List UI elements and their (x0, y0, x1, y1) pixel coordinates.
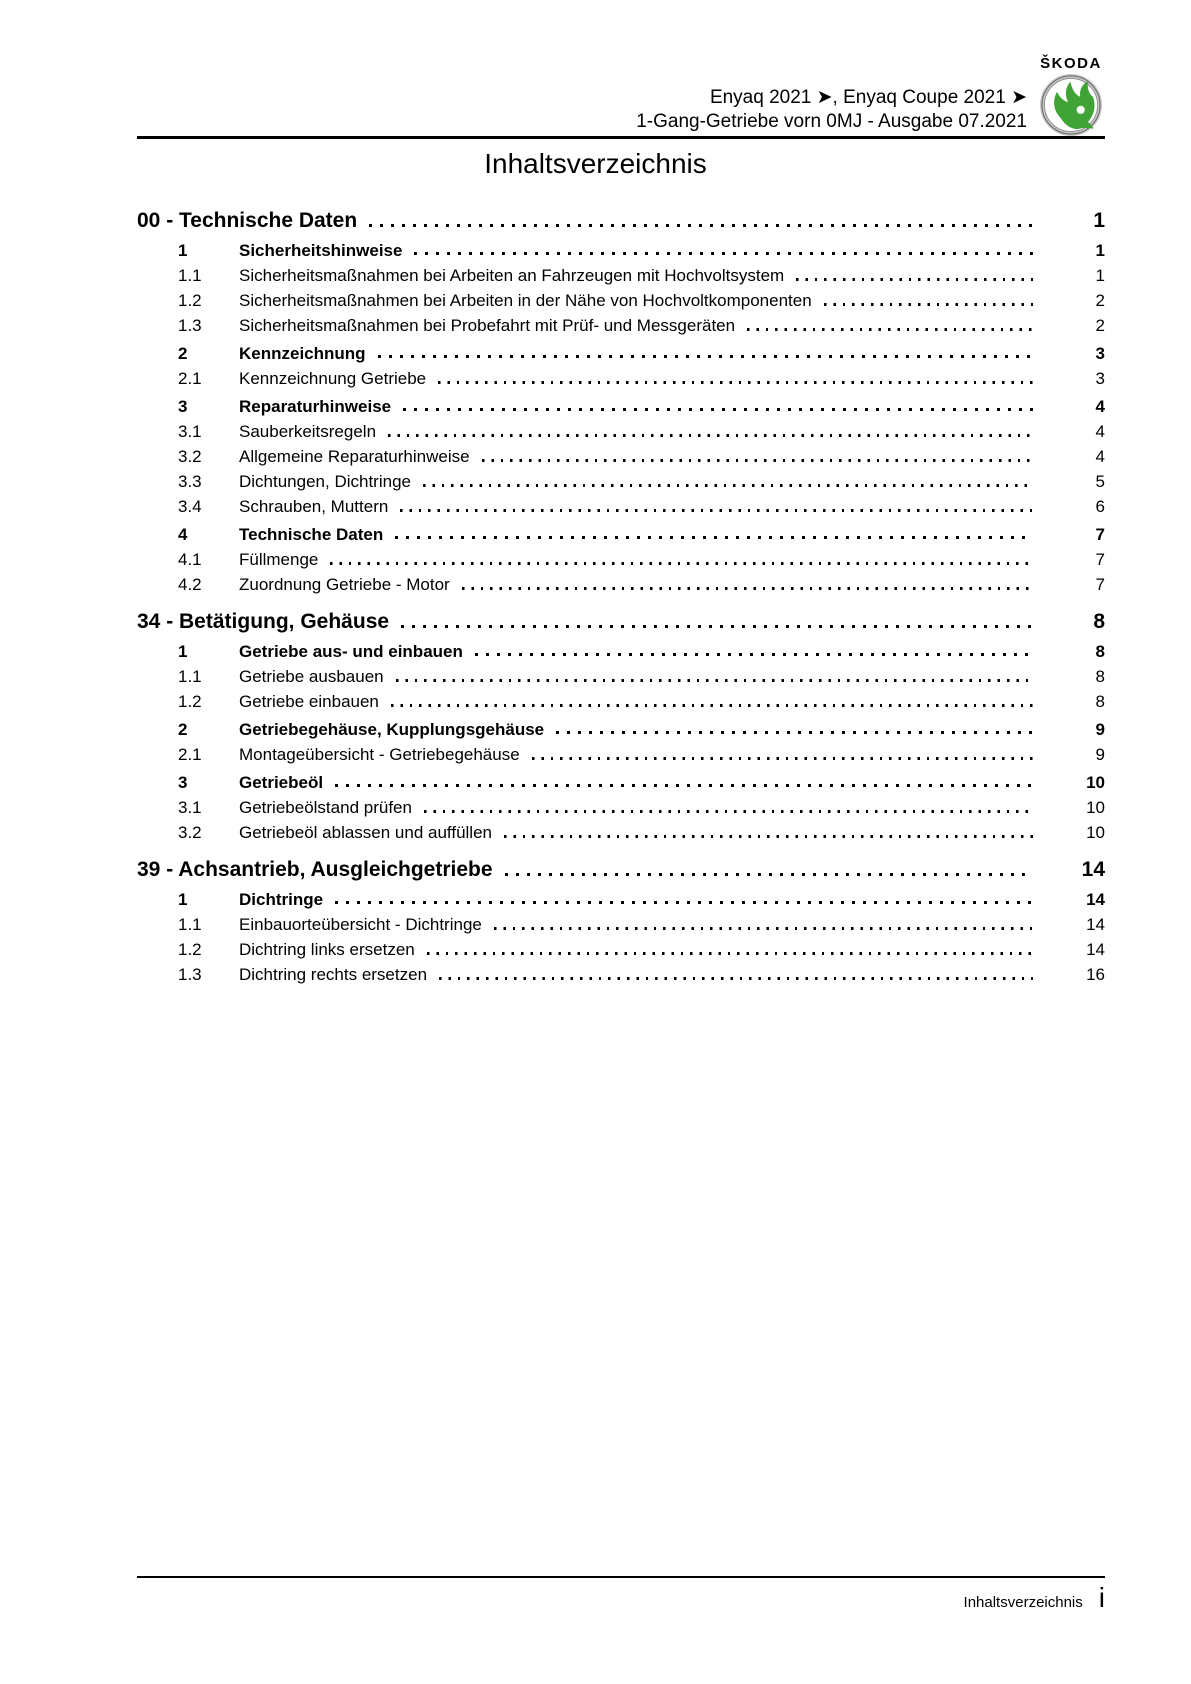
toc-entry-title: Dichtring links ersetzen (239, 940, 415, 959)
dotted-leader (504, 835, 1033, 838)
toc-page-number: 7 (1095, 550, 1105, 569)
toc-entry-title: Getriebe ausbauen (239, 667, 384, 686)
toc-entry-row (137, 526, 1105, 543)
toc-entry-title: Sicherheitsmaßnahmen bei Arbeiten in der Nähe von Hochvoltkomponenten (239, 291, 812, 310)
toc-entry-row (137, 242, 1105, 259)
dotted-leader (424, 810, 1033, 813)
toc-chapter-label: 34 - Betätigung, Gehäuse (137, 610, 390, 633)
toc-entry-number: 1.2 (178, 291, 202, 310)
dotted-leader (475, 653, 1033, 656)
toc-entry-row (137, 398, 1105, 415)
dotted-leader (369, 224, 1033, 227)
toc-page-number: 8 (1093, 610, 1105, 633)
toc-page-number: 5 (1095, 472, 1105, 491)
toc-entry-row (137, 576, 1105, 593)
toc-entry-row (137, 799, 1105, 816)
toc-page-number: 14 (1086, 940, 1105, 959)
toc-entry-number: 3.1 (178, 422, 202, 441)
toc-entry-number: 3.1 (178, 798, 202, 817)
footer-page-number: i (1098, 1582, 1105, 1613)
toc-chapter-row (137, 611, 1105, 632)
toc-entry-title: Dichtringe (239, 890, 324, 909)
toc-entry-title: Getriebe einbauen (239, 692, 379, 711)
toc-entry-number: 1.2 (178, 692, 202, 711)
toc-entry-title: Einbauorteübersicht - Dichtringe (239, 915, 482, 934)
toc-page-number: 3 (1095, 344, 1105, 363)
toc-entry-number: 3 (178, 397, 188, 416)
skoda-winged-arrow-icon (1040, 74, 1102, 136)
toc-entry-row (137, 643, 1105, 660)
toc-entry-number: 1 (178, 241, 188, 260)
toc-chapter-row (137, 859, 1105, 880)
toc-entry-title: Kennzeichnung (239, 344, 366, 363)
dotted-leader (427, 952, 1033, 955)
toc-entry-title: Montageübersicht - Getriebegehäuse (239, 745, 520, 764)
dotted-leader (396, 679, 1033, 682)
dotted-leader (335, 784, 1033, 787)
toc-entry-title: Schrauben, Muttern (239, 497, 389, 516)
toc-entry-title: Zuordnung Getriebe - Motor (239, 575, 450, 594)
toc-chapter-row (137, 210, 1105, 231)
toc-page-number: 1 (1095, 266, 1105, 285)
toc-chapter-label: 00 - Technische Daten (137, 209, 358, 232)
toc-page-number: 2 (1095, 316, 1105, 335)
toc-page-number: 8 (1095, 692, 1105, 711)
toc-entry-row (137, 473, 1105, 490)
dotted-leader (401, 625, 1033, 628)
toc-entry-title: Kennzeichnung Getriebe (239, 369, 427, 388)
footer-section-label: Inhaltsverzeichnis (963, 1594, 1083, 1611)
toc-entry-row (137, 721, 1105, 738)
toc-entry-row (137, 668, 1105, 685)
toc-entry-row (137, 824, 1105, 841)
toc-entry-row (137, 891, 1105, 908)
skoda-logo (1037, 55, 1105, 136)
toc-chapter-label: 39 - Achsantrieb, Ausgleichgetriebe (137, 858, 493, 881)
toc-entry-number: 3.3 (178, 472, 202, 491)
toc-entry-title: Getriebe aus- und einbauen (239, 642, 463, 661)
dotted-leader (505, 873, 1033, 876)
toc-entry-number: 1 (178, 642, 188, 661)
toc-entry-title: Sicherheitsmaßnahmen bei Arbeiten an Fahrzeugen mit Hochvoltsystem (239, 266, 785, 285)
toc-entry-number: 1.1 (178, 266, 202, 285)
toc-page-number: 6 (1095, 497, 1105, 516)
dotted-leader (388, 434, 1033, 437)
toc-page-number: 4 (1095, 397, 1105, 416)
dotted-leader (532, 757, 1033, 760)
toc-entry-title: Sicherheitshinweise (239, 241, 403, 260)
footer-rule (137, 1576, 1105, 1578)
toc-entry-title: Allgemeine Reparaturhinweise (239, 447, 470, 466)
dotted-leader (403, 408, 1033, 411)
dotted-leader (439, 977, 1033, 980)
toc-page-number: 14 (1081, 858, 1105, 881)
page-footer (964, 1584, 1105, 1612)
toc-entry-number: 1.3 (178, 316, 202, 335)
header-edition-line: 1-Gang-Getriebe vorn 0MJ - Ausgabe 07.2021 (636, 111, 1027, 132)
toc-entry-row (137, 774, 1105, 791)
toc-page-number: 3 (1095, 369, 1105, 388)
toc-entry-title: Reparaturhinweise (239, 397, 392, 416)
dotted-leader (482, 459, 1033, 462)
toc-entry-number: 3 (178, 773, 188, 792)
dotted-leader (330, 562, 1033, 565)
toc-entry-number: 4.1 (178, 550, 202, 569)
toc-entry-number: 1 (178, 890, 188, 909)
dotted-leader (378, 355, 1033, 358)
toc-entry-row (137, 317, 1105, 334)
toc-entry-title: Dichtungen, Dichtringe (239, 472, 411, 491)
dotted-leader (494, 927, 1033, 930)
toc-page-number: 14 (1086, 890, 1105, 909)
toc-page-number: 7 (1095, 525, 1105, 544)
toc-page-number: 9 (1095, 720, 1105, 739)
dotted-leader (423, 484, 1033, 487)
dotted-leader (414, 252, 1033, 255)
toc-page-number: 8 (1095, 667, 1105, 686)
toc-entry-number: 3.2 (178, 823, 202, 842)
toc-entry-number: 3.2 (178, 447, 202, 466)
dotted-leader (438, 381, 1033, 384)
toc-page-number: 1 (1093, 209, 1105, 232)
toc-entry-row (137, 966, 1105, 983)
toc-page-number: 7 (1095, 575, 1105, 594)
table-of-contents (137, 210, 1105, 983)
skoda-wordmark: ŠKODA (1040, 55, 1102, 72)
toc-entry-number: 2 (178, 344, 188, 363)
dotted-leader (391, 704, 1033, 707)
toc-entry-title: Getriebeöl ablassen und auffüllen (239, 823, 492, 842)
toc-entry-number: 2.1 (178, 369, 202, 388)
dotted-leader (747, 328, 1033, 331)
toc-entry-row (137, 267, 1105, 284)
toc-entry-number: 3.4 (178, 497, 202, 516)
toc-entry-row (137, 916, 1105, 933)
dotted-leader (824, 303, 1033, 306)
header-rule (137, 136, 1105, 139)
toc-page-number: 4 (1095, 447, 1105, 466)
toc-entry-number: 1.3 (178, 965, 202, 984)
toc-entry-number: 1.2 (178, 940, 202, 959)
toc-entry-number: 1.1 (178, 667, 202, 686)
toc-page-number: 16 (1086, 965, 1105, 984)
toc-entry-title: Technische Daten (239, 525, 384, 544)
toc-entry-number: 4.2 (178, 575, 202, 594)
toc-page-number: 8 (1095, 642, 1105, 661)
toc-page-number: 9 (1095, 745, 1105, 764)
dotted-leader (400, 509, 1033, 512)
dotted-leader (556, 731, 1033, 734)
toc-entry-row (137, 693, 1105, 710)
dotted-leader (395, 536, 1033, 539)
toc-entry-row (137, 448, 1105, 465)
toc-entry-row (137, 746, 1105, 763)
toc-entry-row (137, 292, 1105, 309)
toc-page-number: 10 (1086, 773, 1105, 792)
toc-entry-title: Füllmenge (239, 550, 319, 569)
toc-entry-title: Dichtring rechts ersetzen (239, 965, 428, 984)
toc-entry-row (137, 423, 1105, 440)
toc-entry-row (137, 345, 1105, 362)
toc-entry-row (137, 941, 1105, 958)
toc-page-number: 10 (1086, 798, 1105, 817)
toc-entry-title: Sauberkeitsregeln (239, 422, 377, 441)
toc-entry-title: Getriebegehäuse, Kupplungsgehäuse (239, 720, 545, 739)
header-model-line: Enyaq 2021 ➤, Enyaq Coupe 2021 ➤ (709, 87, 1027, 108)
toc-entry-title: Getriebeölstand prüfen (239, 798, 412, 817)
toc-entry-row (137, 498, 1105, 515)
toc-page-number: 14 (1086, 915, 1105, 934)
dotted-leader (462, 587, 1033, 590)
toc-entry-title: Sicherheitsmaßnahmen bei Probefahrt mit Prüf- und Messgeräten (239, 316, 736, 335)
toc-entry-number: 4 (178, 525, 188, 544)
page-header (636, 86, 1027, 134)
page-title: Inhaltsverzeichnis (484, 148, 707, 179)
toc-page-number: 4 (1095, 422, 1105, 441)
toc-page-number: 2 (1095, 291, 1105, 310)
toc-page-number: 1 (1095, 241, 1105, 260)
dotted-leader (335, 901, 1033, 904)
toc-entry-number: 2.1 (178, 745, 202, 764)
toc-page-number: 10 (1086, 823, 1105, 842)
toc-entry-number: 2 (178, 720, 188, 739)
toc-entry-title: Getriebeöl (239, 773, 324, 792)
toc-entry-row (137, 370, 1105, 387)
dotted-leader (796, 278, 1033, 281)
toc-entry-row (137, 551, 1105, 568)
toc-entry-number: 1.1 (178, 915, 202, 934)
